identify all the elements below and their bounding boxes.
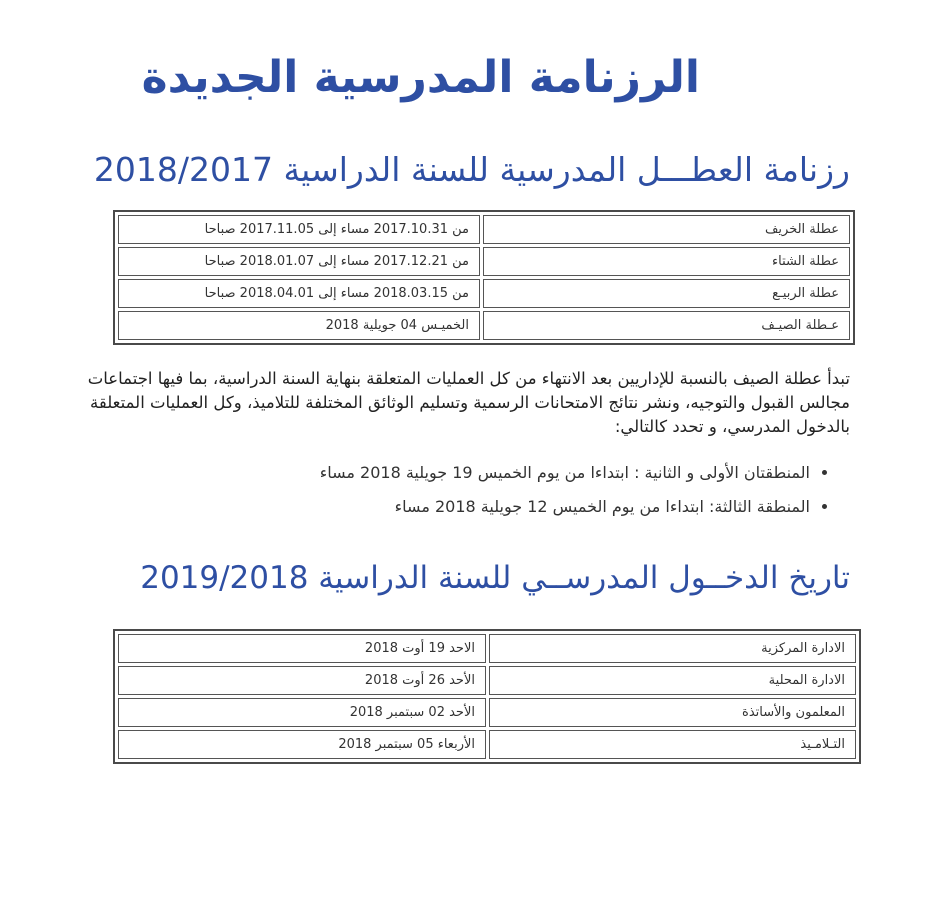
holiday-label: عطلة الربيـع bbox=[483, 279, 850, 308]
holiday-dates: من 2017.12.21 مساء إلى 2018.01.07 صباحا bbox=[118, 247, 480, 276]
table-row bbox=[118, 666, 856, 695]
table-row bbox=[118, 730, 856, 759]
entry-date: الأحد 26 أوت 2018 bbox=[118, 666, 486, 695]
holiday-dates: من 2017.10.31 مساء إلى 2017.11.05 صباحا bbox=[118, 215, 480, 244]
page-title: الرزنامة المدرسية الجديدة bbox=[141, 52, 700, 103]
table-row bbox=[118, 215, 850, 244]
entry-date: الاحد 19 أوت 2018 bbox=[118, 634, 486, 663]
school-entry-table bbox=[113, 629, 861, 764]
summer-note-paragraph: تبدأ عطلة الصيف بالنسبة للإداريين بعد الانتهاء من كل العمليات المتعلقة بنهاية السنة الدراسية، بما فيها اجتماعات مجالس القبول والتوجيه، ونشر نتائج الامتحانات الرسمية وتسليم الوثائق المختلفة للتلاميذ، وكل العمليات المتعلقة بالدخول المدرسي، و تحدد كالتالي: bbox=[87, 369, 850, 436]
school-entry-heading: تاريخ الدخــول المدرســي للسنة الدراسية 2019/2018 bbox=[140, 560, 850, 596]
entry-date: الأحد 02 سبتمبر 2018 bbox=[118, 698, 486, 727]
list-item: • المنطقتان الأولى و الثانية : ابتداءا من يوم الخميس 19 جويلية 2018 مساء bbox=[170, 456, 810, 490]
holidays-table bbox=[113, 210, 855, 345]
entry-label: التـلامـيذ bbox=[489, 730, 856, 759]
table-row bbox=[118, 634, 856, 663]
list-item: • المنطقة الثالثة: ابتداءا من يوم الخميس 12 جويلية 2018 مساء bbox=[170, 490, 810, 524]
holiday-label: عطلة الشتاء bbox=[483, 247, 850, 276]
holiday-dates: الخميـس 04 جويلية 2018 bbox=[118, 311, 480, 340]
entry-label: المعلمون والأساتذة bbox=[489, 698, 856, 727]
summer-zones-list bbox=[170, 456, 832, 524]
entry-label: الادارة المحلية bbox=[489, 666, 856, 695]
holiday-label: عطلة الخريف bbox=[483, 215, 850, 244]
holidays-heading: رزنامة العطـــل المدرسية للسنة الدراسية 2018/2017 bbox=[93, 150, 850, 189]
holiday-dates: من 2018.03.15 مساء إلى 2018.04.01 صباحا bbox=[118, 279, 480, 308]
holiday-label: عـطلة الصيـف bbox=[483, 311, 850, 340]
table-row bbox=[118, 279, 850, 308]
table-row bbox=[118, 698, 856, 727]
table-row bbox=[118, 311, 850, 340]
entry-date: الأربعاء 05 سبتمبر 2018 bbox=[118, 730, 486, 759]
entry-label: الادارة المركزية bbox=[489, 634, 856, 663]
table-row bbox=[118, 247, 850, 276]
